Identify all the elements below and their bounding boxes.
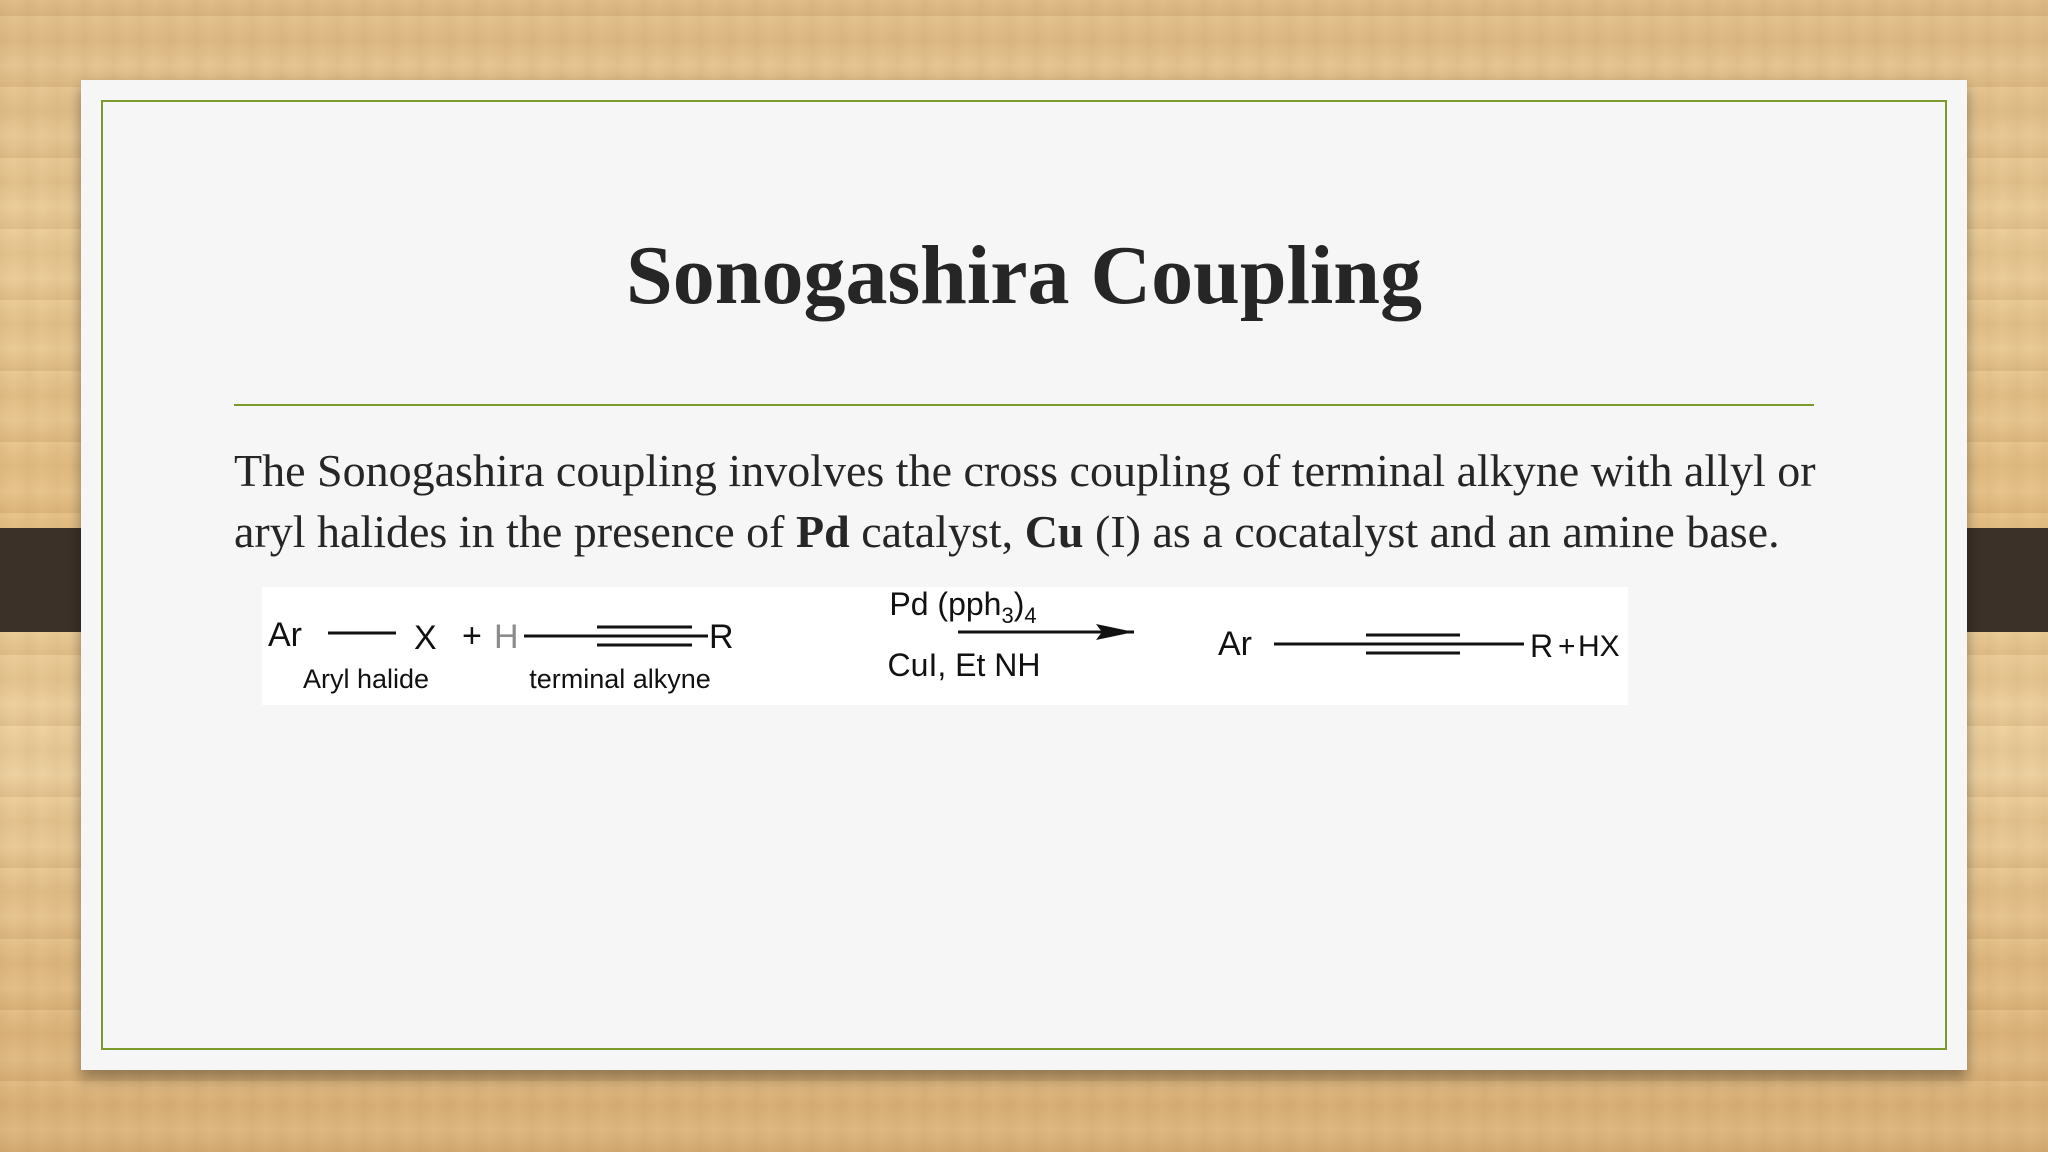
reactant2-h: H bbox=[494, 618, 519, 656]
reaction-scheme bbox=[262, 587, 1628, 705]
plus-sign-2-in-diagram: + bbox=[1558, 630, 1576, 663]
reactant2-caption: terminal alkyne bbox=[529, 664, 711, 694]
body-text-part-3: (I) as a cocatalyst and an amine base. bbox=[1083, 506, 1780, 557]
slide bbox=[81, 80, 1967, 1070]
slide-title: Sonogashira Coupling bbox=[626, 229, 1422, 322]
product-ar: Ar bbox=[1218, 625, 1252, 663]
reactant1-x: X bbox=[414, 619, 437, 657]
product-r: R bbox=[1530, 628, 1554, 664]
conditions-above: Pd $(pph_3)_4$ bbox=[889, 587, 1037, 628]
reactant1-ar: Ar bbox=[268, 616, 302, 654]
body-paragraph bbox=[234, 440, 1854, 562]
plus-sign-1: + bbox=[462, 617, 482, 655]
body-bold-pd: Pd bbox=[796, 506, 850, 557]
reactant2-r: R bbox=[709, 618, 734, 656]
conditions-below: CuI, Et NH bbox=[887, 647, 1041, 683]
body-bold-cu: Cu bbox=[1024, 506, 1084, 557]
title-divider bbox=[234, 404, 1814, 406]
byproduct-hx-text: HX bbox=[1578, 630, 1620, 663]
byproduct-layer bbox=[262, 587, 1628, 705]
reactant1-caption: Aryl halide bbox=[302, 664, 430, 694]
body-text-part-2: catalyst, bbox=[849, 506, 1025, 557]
body-text-part-1: The Sonogashira coupling involves the cross coupling of terminal alkyne with allyl or aryl halides in the presence of bbox=[234, 445, 1816, 557]
